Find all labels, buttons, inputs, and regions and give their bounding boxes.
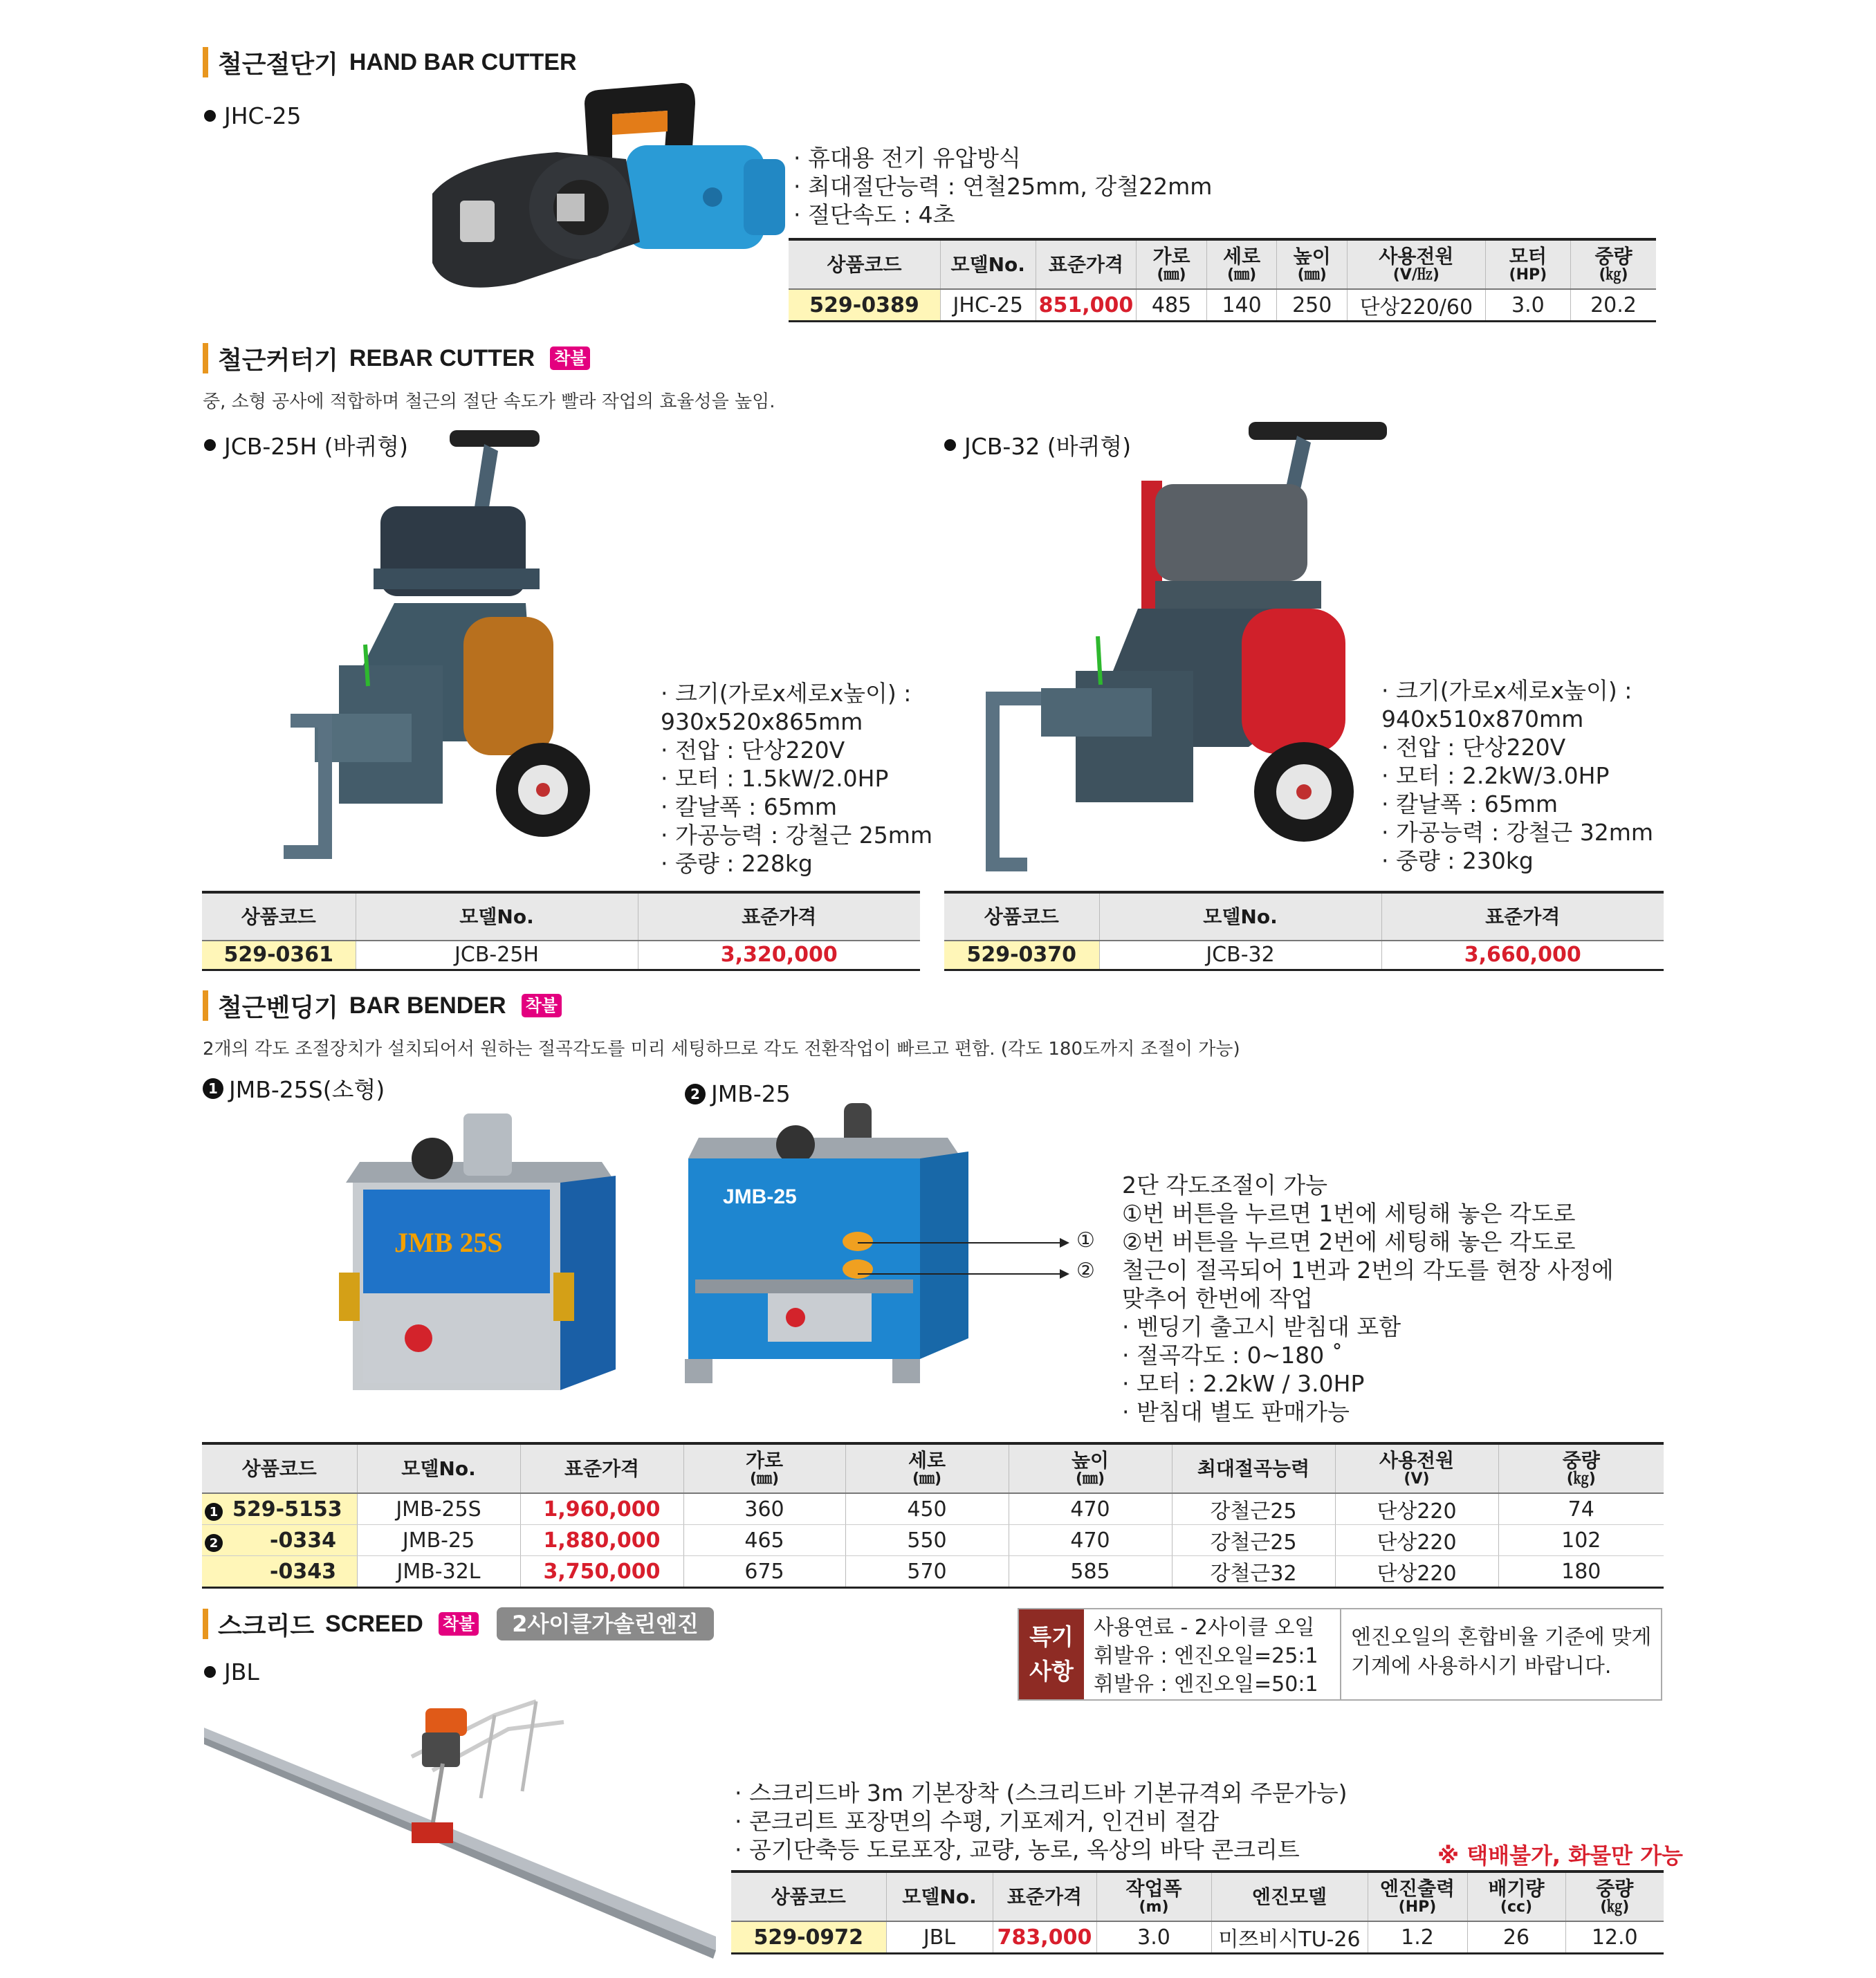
price-table-jcb25h bbox=[202, 891, 920, 971]
model-name: JMB-25S(소형) bbox=[229, 1076, 385, 1103]
product-code: 1 529-5153 bbox=[202, 1493, 357, 1525]
spec-line: · 중량 : 230kg bbox=[1381, 847, 1534, 874]
table-cell: 550 bbox=[845, 1525, 1009, 1556]
section-title-ko: 철근커터기 bbox=[218, 346, 338, 375]
col-header: 높이 (㎜) bbox=[1009, 1443, 1172, 1493]
section-title-rebar-cutter bbox=[203, 340, 590, 376]
table-row bbox=[202, 1525, 1664, 1556]
spec-table-hand-cutter bbox=[789, 238, 1656, 322]
section-description: 중, 소형 공사에 적합하며 철근의 절단 속도가 빨라 작업의 효율성을 높임. bbox=[203, 391, 775, 412]
table-cell: 360 bbox=[683, 1493, 845, 1525]
spec-table-bender bbox=[202, 1442, 1664, 1589]
table-cell: JMB-25 bbox=[357, 1525, 520, 1556]
model-name: JHC-25 bbox=[224, 102, 302, 129]
spec-line: · 절단속도 : 4초 bbox=[793, 201, 955, 228]
table-cell: JCB-25H bbox=[356, 941, 638, 970]
model-label-jhc25 bbox=[204, 102, 302, 129]
col-header: 표준가격 bbox=[1381, 892, 1664, 941]
model-name: JCB-32 (바퀴형) bbox=[964, 433, 1132, 460]
table-cell: 단상220 bbox=[1335, 1525, 1498, 1556]
table-cell: 585 bbox=[1009, 1556, 1172, 1588]
table-cell: 74 bbox=[1498, 1493, 1664, 1525]
product-code: -0343 bbox=[202, 1556, 357, 1588]
table-row bbox=[944, 941, 1664, 970]
accent-bar bbox=[203, 1609, 208, 1639]
accent-bar bbox=[203, 343, 208, 373]
row-marker-icon: 1 bbox=[205, 1503, 223, 1521]
note-line: 휘발유 : 엔진오일=25:1 bbox=[1094, 1644, 1318, 1668]
spec-line: · 모터 : 1.5kW/2.0HP bbox=[661, 765, 889, 792]
col-header: 세로 (㎜) bbox=[1206, 239, 1277, 289]
shipping-warning: ※ 택배불가, 화물만 가능 bbox=[1437, 1842, 1683, 1869]
col-header: 높이 (㎜) bbox=[1277, 239, 1348, 289]
spec-line: · 전압 : 단상220V bbox=[661, 737, 845, 764]
table-cell: 570 bbox=[845, 1556, 1009, 1588]
col-header: 상품코드 bbox=[202, 1443, 357, 1493]
spec-line: · 최대절단능력 : 연철25mm, 강철22mm bbox=[793, 173, 1213, 200]
spec-line: ②번 버튼을 누르면 2번에 세팅해 놓은 각도로 bbox=[1122, 1228, 1576, 1255]
cod-badge: 착불 bbox=[439, 1612, 479, 1636]
row-marker-icon: 2 bbox=[205, 1534, 223, 1552]
table-cell: 102 bbox=[1498, 1525, 1664, 1556]
table-cell: 1.2 bbox=[1368, 1921, 1467, 1954]
table-cell: 26 bbox=[1467, 1921, 1565, 1954]
table-row bbox=[731, 1921, 1664, 1954]
col-header: 모델No. bbox=[886, 1871, 993, 1921]
bullet-icon bbox=[204, 1666, 216, 1678]
model-name: JCB-25H (바퀴형) bbox=[224, 433, 408, 460]
col-header: 모델No. bbox=[357, 1443, 520, 1493]
spec-line: 940x510x870mm bbox=[1381, 705, 1584, 732]
section-title-en: REBAR CUTTER bbox=[349, 344, 535, 371]
table-cell: 20.2 bbox=[1571, 289, 1657, 322]
product-code: 529-0361 bbox=[202, 941, 356, 970]
col-header: 중량 (㎏) bbox=[1498, 1443, 1664, 1493]
table-cell: 485 bbox=[1137, 289, 1207, 322]
note-line: 휘발유 : 엔진오일=50:1 bbox=[1094, 1672, 1318, 1697]
spec-line: · 칼날폭 : 65mm bbox=[661, 793, 837, 820]
accent-bar bbox=[203, 990, 208, 1021]
spec-line: · 칼날폭 : 65mm bbox=[1381, 791, 1558, 817]
model-name: JMB-25 bbox=[711, 1080, 791, 1107]
col-header: 세로 (㎜) bbox=[845, 1443, 1009, 1493]
rebar-cutter-jcb32-image bbox=[958, 415, 1401, 885]
spec-list-jcb25h bbox=[661, 679, 932, 878]
spec-line: · 중량 : 228kg bbox=[661, 850, 813, 877]
table-cell: JMB-25S bbox=[357, 1493, 520, 1525]
callout-two: ② bbox=[1076, 1259, 1095, 1283]
table-cell: 180 bbox=[1498, 1556, 1664, 1588]
spec-line: · 휴대용 전기 유압방식 bbox=[793, 145, 1021, 172]
rebar-cutter-jcb25h-image bbox=[277, 423, 609, 880]
table-cell: 강철근25 bbox=[1172, 1525, 1335, 1556]
section-title-bar-bender bbox=[203, 988, 562, 1024]
hand-bar-cutter-image bbox=[419, 76, 806, 304]
spec-line: · 가공능력 : 강철근 25mm bbox=[661, 822, 932, 849]
col-header: 상품코드 bbox=[202, 892, 356, 941]
price-cell: 851,000 bbox=[1036, 289, 1137, 322]
col-header: 엔진출력 (HP) bbox=[1368, 1871, 1467, 1921]
section-title-en: SCREED bbox=[325, 1610, 423, 1637]
section-title-screed bbox=[203, 1606, 714, 1642]
section-title-en: BAR BENDER bbox=[349, 992, 506, 1019]
note-fuel-info bbox=[1084, 1609, 1341, 1699]
cod-badge: 착불 bbox=[522, 994, 562, 1017]
spec-list-bender bbox=[1122, 1171, 1614, 1426]
product-code: 529-0972 bbox=[731, 1921, 886, 1954]
col-header: 중량 (㎏) bbox=[1565, 1871, 1664, 1921]
col-header: 모델No. bbox=[1099, 892, 1381, 941]
table-cell: 250 bbox=[1277, 289, 1348, 322]
bullet-icon bbox=[204, 110, 216, 122]
note-line: 사용연료 - 2사이클 오일 bbox=[1094, 1616, 1315, 1640]
table-cell: 강철근32 bbox=[1172, 1556, 1335, 1588]
model-name: JBL bbox=[224, 1658, 259, 1685]
bar-bender-jmb25s-image bbox=[339, 1107, 629, 1397]
section-title-ko: 스크리드 bbox=[218, 1611, 315, 1640]
spec-line: · 모터 : 2.2kW/3.0HP bbox=[1381, 762, 1610, 789]
table-cell: JCB-32 bbox=[1099, 941, 1381, 970]
table-cell: 465 bbox=[683, 1525, 845, 1556]
callout-one: ① bbox=[1076, 1228, 1095, 1253]
table-row bbox=[202, 1556, 1664, 1588]
col-header: 사용전원 (V/㎐) bbox=[1348, 239, 1486, 289]
spec-line: · 절곡각도 : 0~180 ˚ bbox=[1122, 1342, 1343, 1369]
table-cell: 3.0 bbox=[1485, 289, 1570, 322]
spec-line: 2단 각도조절이 가능 bbox=[1122, 1172, 1327, 1199]
machine-label: JMB 25S bbox=[394, 1227, 503, 1258]
table-row bbox=[789, 289, 1656, 322]
spec-list-screed bbox=[735, 1779, 1348, 1864]
bullet-icon bbox=[944, 439, 956, 451]
spec-line: · 스크리드바 3m 기본장착 (스크리드바 기본규격외 주문가능) bbox=[735, 1780, 1348, 1806]
table-cell: 단상220 bbox=[1335, 1493, 1498, 1525]
table-cell: 단상220 bbox=[1335, 1556, 1498, 1588]
spec-table-screed bbox=[731, 1870, 1664, 1954]
table-row bbox=[202, 1493, 1664, 1525]
col-header: 모델No. bbox=[940, 239, 1036, 289]
spec-line: · 가공능력 : 강철근 32mm bbox=[1381, 819, 1653, 846]
price-cell: 3,750,000 bbox=[520, 1556, 683, 1588]
col-header: 모델No. bbox=[356, 892, 638, 941]
spec-line: 930x520x865mm bbox=[661, 708, 863, 735]
number-one-icon: 1 bbox=[203, 1078, 223, 1099]
table-cell: JBL bbox=[886, 1921, 993, 1954]
table-cell: 단상220/60 bbox=[1348, 289, 1486, 322]
spec-line: · 모터 : 2.2kW / 3.0HP bbox=[1122, 1370, 1365, 1397]
section-title-ko: 철근벤딩기 bbox=[218, 993, 338, 1022]
col-header: 표준가격 bbox=[520, 1443, 683, 1493]
product-code: 529-0370 bbox=[944, 941, 1099, 970]
note-label: 특기사항 bbox=[1019, 1609, 1084, 1699]
note-instruction bbox=[1341, 1609, 1661, 1699]
special-note-box bbox=[1018, 1608, 1662, 1701]
product-code: 529-0389 bbox=[789, 289, 940, 322]
section-title-en: HAND BAR CUTTER bbox=[349, 48, 577, 75]
note-line: 기계에 사용하시기 바랍니다. bbox=[1351, 1654, 1612, 1679]
table-cell: JHC-25 bbox=[940, 289, 1036, 322]
model-label-jmb25s bbox=[203, 1072, 385, 1104]
table-row bbox=[202, 941, 920, 970]
spec-line: · 크기(가로x세로x높이) : bbox=[661, 680, 912, 707]
table-cell: 3.0 bbox=[1096, 1921, 1211, 1954]
product-code: 2 -0334 bbox=[202, 1525, 357, 1556]
col-header: 상품코드 bbox=[789, 239, 940, 289]
col-header: 표준가격 bbox=[1036, 239, 1137, 289]
spec-line: 철근이 절곡되어 1번과 2번의 각도를 현장 사정에 bbox=[1122, 1257, 1614, 1284]
col-header: 가로 (㎜) bbox=[683, 1443, 845, 1493]
number-two-icon: 2 bbox=[685, 1084, 706, 1104]
table-cell: 강철근25 bbox=[1172, 1493, 1335, 1525]
note-line: 엔진오일의 혼합비율 기준에 맞게 bbox=[1351, 1625, 1652, 1649]
price-cell: 3,660,000 bbox=[1381, 941, 1664, 970]
spec-line: · 공기단축등 도로포장, 교량, 농로, 옥상의 바닥 콘크리트 bbox=[735, 1836, 1300, 1863]
price-cell: 783,000 bbox=[993, 1921, 1096, 1954]
col-header: 상품코드 bbox=[944, 892, 1099, 941]
table-cell: 미쯔비시TU-26 bbox=[1211, 1921, 1368, 1954]
accent-bar bbox=[203, 47, 208, 77]
spec-line: · 크기(가로x세로x높이) : bbox=[1381, 677, 1633, 704]
table-cell: 675 bbox=[683, 1556, 845, 1588]
price-cell: 1,960,000 bbox=[520, 1493, 683, 1525]
table-cell: 12.0 bbox=[1565, 1921, 1664, 1954]
price-table-jcb32 bbox=[944, 891, 1664, 971]
price-cell: 1,880,000 bbox=[520, 1525, 683, 1556]
spec-list-jcb32 bbox=[1381, 676, 1653, 875]
screed-image bbox=[204, 1688, 730, 1964]
spec-line: · 콘크리트 포장면의 수평, 기포제거, 인건비 절감 bbox=[735, 1808, 1220, 1835]
section-title-ko: 철근절단기 bbox=[218, 50, 338, 79]
col-header: 중량 (㎏) bbox=[1571, 239, 1657, 289]
col-header: 가로 (㎜) bbox=[1137, 239, 1207, 289]
col-header: 표준가격 bbox=[993, 1871, 1096, 1921]
spec-line: · 전압 : 단상220V bbox=[1381, 734, 1566, 761]
machine-label: JMB-25 bbox=[723, 1185, 797, 1208]
spec-line: · 받침대 별도 판매가능 bbox=[1122, 1398, 1350, 1425]
col-header: 사용전원 (V) bbox=[1335, 1443, 1498, 1493]
table-cell: 470 bbox=[1009, 1493, 1172, 1525]
callout-arrows bbox=[858, 1231, 1086, 1293]
section-title-hand-cutter bbox=[203, 44, 577, 80]
spec-line: ①번 버튼을 누르면 1번에 세팅해 놓은 각도로 bbox=[1122, 1200, 1576, 1227]
spec-line: 맞추어 한번에 작업 bbox=[1122, 1285, 1314, 1312]
cod-badge: 착불 bbox=[550, 346, 590, 370]
col-header: 배기량 (cc) bbox=[1467, 1871, 1565, 1921]
spec-line: · 벤딩기 출고시 받침대 포함 bbox=[1122, 1313, 1401, 1340]
table-cell: 470 bbox=[1009, 1525, 1172, 1556]
model-label-jbl bbox=[204, 1658, 259, 1685]
table-cell: 450 bbox=[845, 1493, 1009, 1525]
col-header: 엔진모델 bbox=[1211, 1871, 1368, 1921]
table-cell: JMB-32L bbox=[357, 1556, 520, 1588]
col-header: 표준가격 bbox=[638, 892, 920, 941]
col-header: 모터 (HP) bbox=[1485, 239, 1570, 289]
col-header: 작업폭 (m) bbox=[1096, 1871, 1211, 1921]
table-cell: 140 bbox=[1206, 289, 1277, 322]
spec-list-hand-cutter bbox=[793, 144, 1212, 229]
bullet-icon bbox=[204, 439, 216, 451]
col-header: 최대절곡능력 bbox=[1172, 1443, 1335, 1493]
price-cell: 3,320,000 bbox=[638, 941, 920, 970]
engine-type-badge: 2사이클가솔린엔진 bbox=[497, 1607, 714, 1640]
section-description: 2개의 각도 조절장치가 설치되어서 원하는 절곡각도를 미리 세팅하므로 각도 전환작업이 빠르고 편함. (각도 180도까지 조절이 가능) bbox=[203, 1039, 1240, 1060]
col-header: 상품코드 bbox=[731, 1871, 886, 1921]
